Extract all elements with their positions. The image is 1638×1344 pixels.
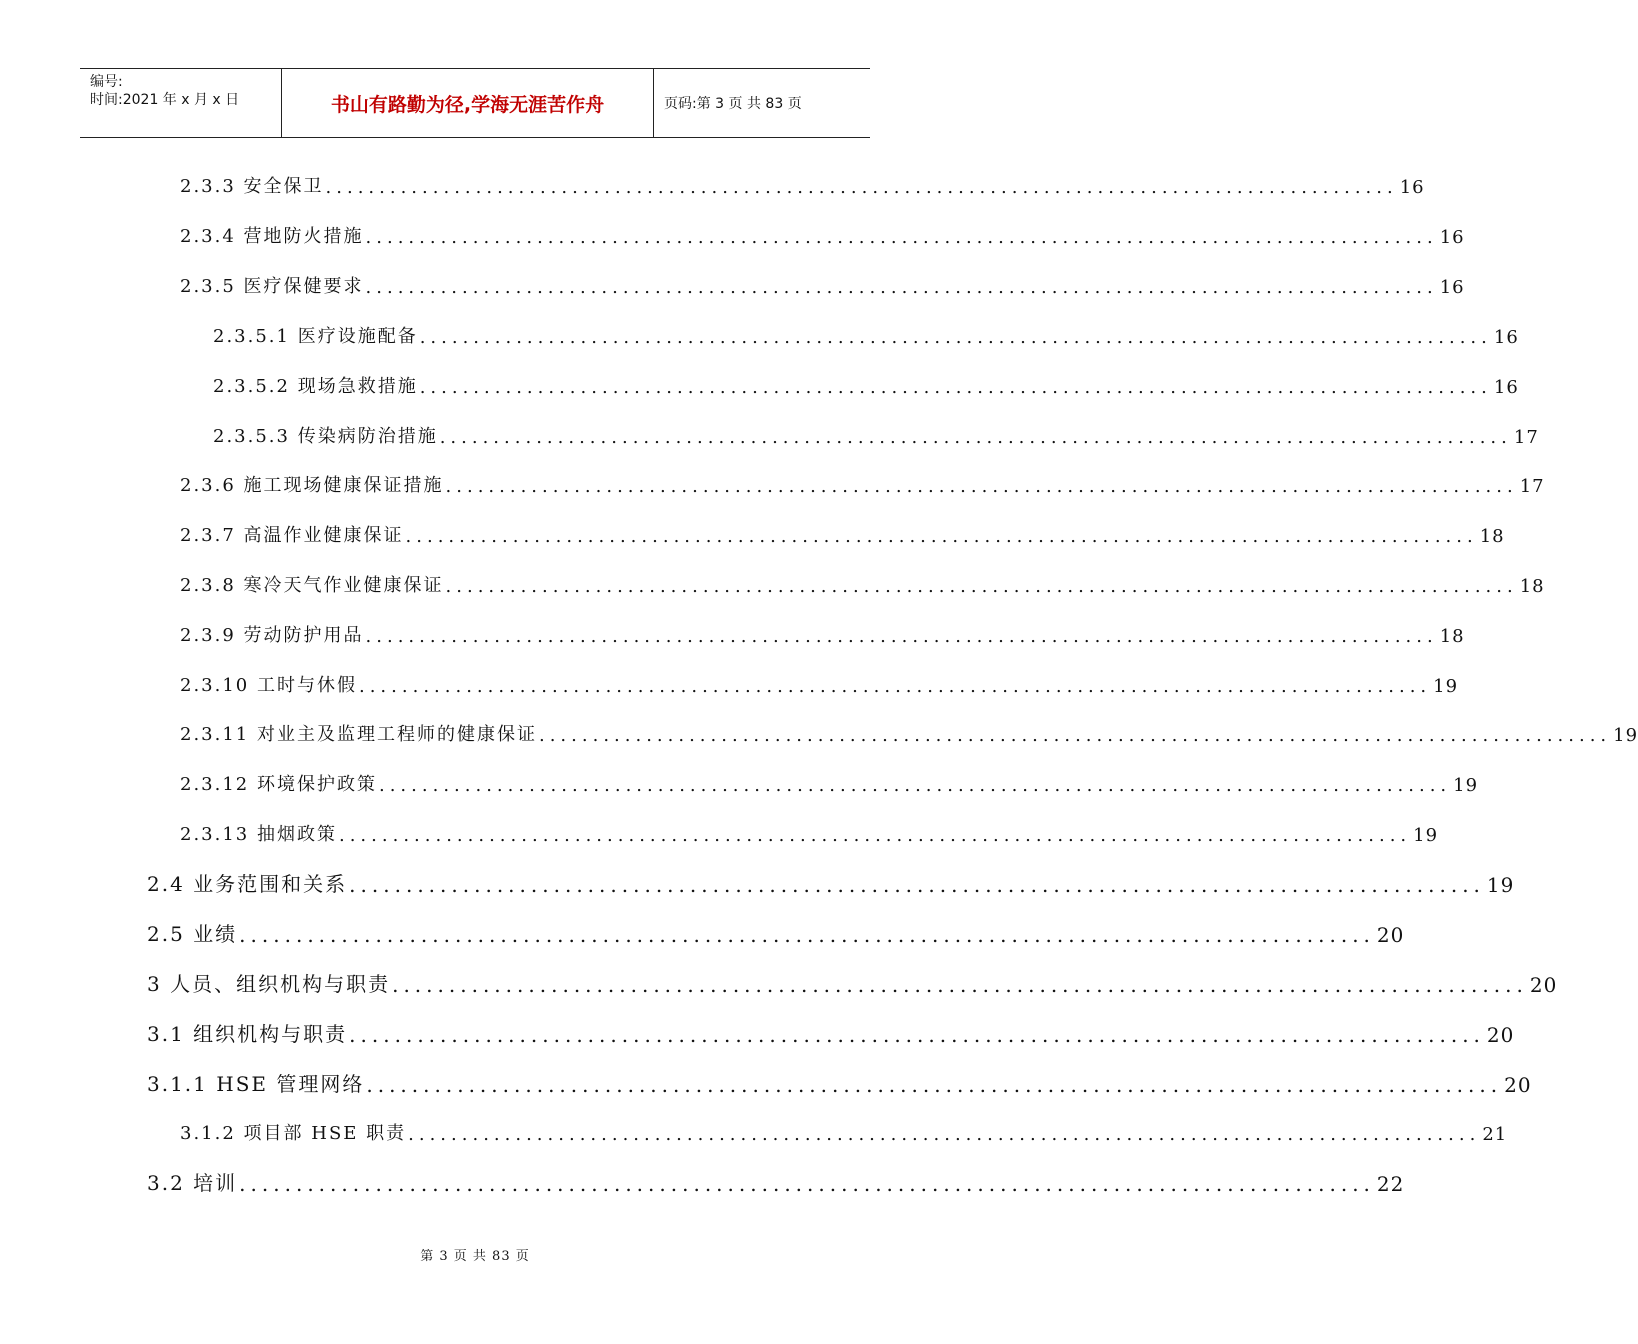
toc-entry-page: 20 xyxy=(1486,1023,1515,1047)
toc-entry-label: 2.3.5.2 现场急救措施 xyxy=(213,376,418,397)
toc-leader-dots: .................................................................................................... xyxy=(358,676,1432,697)
toc-entry-label: 3.1.1 HSE 管理网络 xyxy=(147,1072,365,1096)
time-label: 时间:2021 年 x 月 x 日 xyxy=(90,92,240,108)
toc-entry-page: 22 xyxy=(1376,1172,1405,1196)
toc-entry[interactable] xyxy=(180,621,1465,647)
toc-entry-page: 20 xyxy=(1529,973,1558,997)
header-page-info xyxy=(654,69,870,137)
toc-entry-label: 2.3.6 施工现场健康保证措施 xyxy=(180,475,444,496)
toc-entry[interactable] xyxy=(213,322,1519,348)
toc-leader-dots: .................................................................................................... xyxy=(365,626,1438,647)
toc-entry-label: 3.1.2 项目部 HSE 职责 xyxy=(180,1123,407,1144)
toc-entry-page: 16 xyxy=(1439,277,1465,298)
header-motto-cell xyxy=(282,69,654,137)
toc-entry[interactable] xyxy=(147,1167,1405,1196)
toc-leader-dots: .................................................................................................... xyxy=(419,327,1492,348)
toc-entry-page: 19 xyxy=(1613,725,1638,746)
toc-entry[interactable] xyxy=(180,1119,1508,1145)
toc-entry[interactable] xyxy=(180,720,1638,746)
toc-entry-page: 19 xyxy=(1413,825,1439,846)
toc-entry-page: 19 xyxy=(1433,676,1459,697)
toc-entry-label: 3 人员、组织机构与职责 xyxy=(147,972,391,996)
toc-entry[interactable] xyxy=(147,1018,1515,1047)
toc-entry[interactable] xyxy=(180,521,1505,547)
toc-entry-page: 17 xyxy=(1519,476,1545,497)
toc-entry-page: 20 xyxy=(1504,1073,1532,1097)
toc-entry-label: 2.3.8 寒冷天气作业健康保证 xyxy=(180,575,444,596)
toc-leader-dots: .................................................................................................... xyxy=(349,873,1485,897)
toc-entry-page: 16 xyxy=(1399,177,1425,198)
toc-entry-page: 18 xyxy=(1479,526,1505,547)
toc-entry-label: 2.3.5 医疗保健要求 xyxy=(180,276,364,297)
toc-entry-page: 17 xyxy=(1513,427,1539,448)
toc-entry[interactable] xyxy=(147,968,1558,997)
toc-entry-page: 16 xyxy=(1439,227,1465,248)
header-meta xyxy=(80,69,282,137)
toc-leader-dots: .................................................................................................... xyxy=(538,725,1612,746)
page-footer xyxy=(0,1245,950,1264)
toc-entry-label: 2.3.5.3 传染病防治措施 xyxy=(213,426,438,447)
toc-entry[interactable] xyxy=(147,918,1405,947)
toc-entry-label: 2.3.5.1 医疗设施配备 xyxy=(213,326,418,347)
toc-entry-label: 2.3.10 工时与休假 xyxy=(180,675,357,696)
toc-entry[interactable] xyxy=(180,571,1545,597)
toc-entry-label: 2.3.9 劳动防护用品 xyxy=(180,625,364,646)
footer-page-number: 第 3 页 共 83 页 xyxy=(420,1249,530,1264)
toc-leader-dots: .................................................................................................... xyxy=(392,973,1528,997)
toc-leader-dots: .................................................................................................... xyxy=(445,576,1518,597)
toc-entry-label: 2.3.12 环境保护政策 xyxy=(180,774,377,795)
toc-entry-label: 2.3.7 高温作业健康保证 xyxy=(180,525,404,546)
toc-entry[interactable] xyxy=(147,868,1515,897)
toc-entry-label: 2.3.13 抽烟政策 xyxy=(180,824,337,845)
toc-entry[interactable] xyxy=(180,471,1545,497)
toc-entry-label: 2.3.3 安全保卫 xyxy=(180,176,324,197)
toc-entry[interactable] xyxy=(180,820,1439,846)
toc-leader-dots: .................................................................................................... xyxy=(365,277,1438,298)
toc-entry-label: 2.3.11 对业主及监理工程师的健康保证 xyxy=(180,724,537,745)
toc-leader-dots: .................................................................................................... xyxy=(405,526,1478,547)
toc-entry[interactable] xyxy=(213,422,1539,448)
toc-entry-label: 3.2 培训 xyxy=(147,1171,238,1195)
toc-leader-dots: .................................................................................................... xyxy=(366,1073,1503,1097)
toc-leader-dots: .................................................................................................... xyxy=(325,177,1398,198)
toc-entry-page: 19 xyxy=(1486,873,1515,897)
toc-entry[interactable] xyxy=(147,1068,1532,1097)
toc-entry[interactable] xyxy=(213,372,1519,398)
toc-entry-page: 19 xyxy=(1453,775,1479,796)
page-header xyxy=(80,68,870,138)
toc-leader-dots: .................................................................................................... xyxy=(338,825,1412,846)
toc-entry-label: 2.4 业务范围和关系 xyxy=(147,872,348,896)
toc-leader-dots: .................................................................................................... xyxy=(239,923,1375,947)
toc-leader-dots: .................................................................................................... xyxy=(445,476,1518,497)
toc-entry[interactable] xyxy=(180,222,1465,248)
toc-entry-page: 16 xyxy=(1493,327,1519,348)
toc-entry-label: 2.5 业绩 xyxy=(147,922,238,946)
toc-entry-label: 2.3.4 营地防火措施 xyxy=(180,226,364,247)
toc-leader-dots: .................................................................................................... xyxy=(365,227,1438,248)
toc-leader-dots: .................................................................................................... xyxy=(349,1023,1485,1047)
toc-entry-label: 3.1 组织机构与职责 xyxy=(147,1022,348,1046)
toc-leader-dots: .................................................................................................... xyxy=(419,377,1492,398)
toc-entry-page: 20 xyxy=(1376,923,1405,947)
toc-leader-dots: .................................................................................................... xyxy=(378,775,1452,796)
toc-entry[interactable] xyxy=(180,172,1425,198)
page-info: 页码:第 3 页 共 83 页 xyxy=(664,96,802,112)
toc-entry-page: 18 xyxy=(1519,576,1545,597)
toc-entry-page: 18 xyxy=(1439,626,1465,647)
toc-leader-dots: .................................................................................................... xyxy=(239,1172,1375,1196)
toc-entry[interactable] xyxy=(180,671,1459,697)
toc-leader-dots: .................................................................................................... xyxy=(439,427,1512,448)
motto: 书山有路勤为径,学海无涯苦作舟 xyxy=(330,93,605,116)
toc-entry[interactable] xyxy=(180,770,1479,796)
toc-entry-page: 16 xyxy=(1493,377,1519,398)
toc-entry-page: 21 xyxy=(1482,1124,1508,1145)
number-label: 编号: xyxy=(90,74,123,90)
toc-entry[interactable] xyxy=(180,272,1465,298)
toc-leader-dots: .................................................................................................... xyxy=(408,1124,1481,1145)
